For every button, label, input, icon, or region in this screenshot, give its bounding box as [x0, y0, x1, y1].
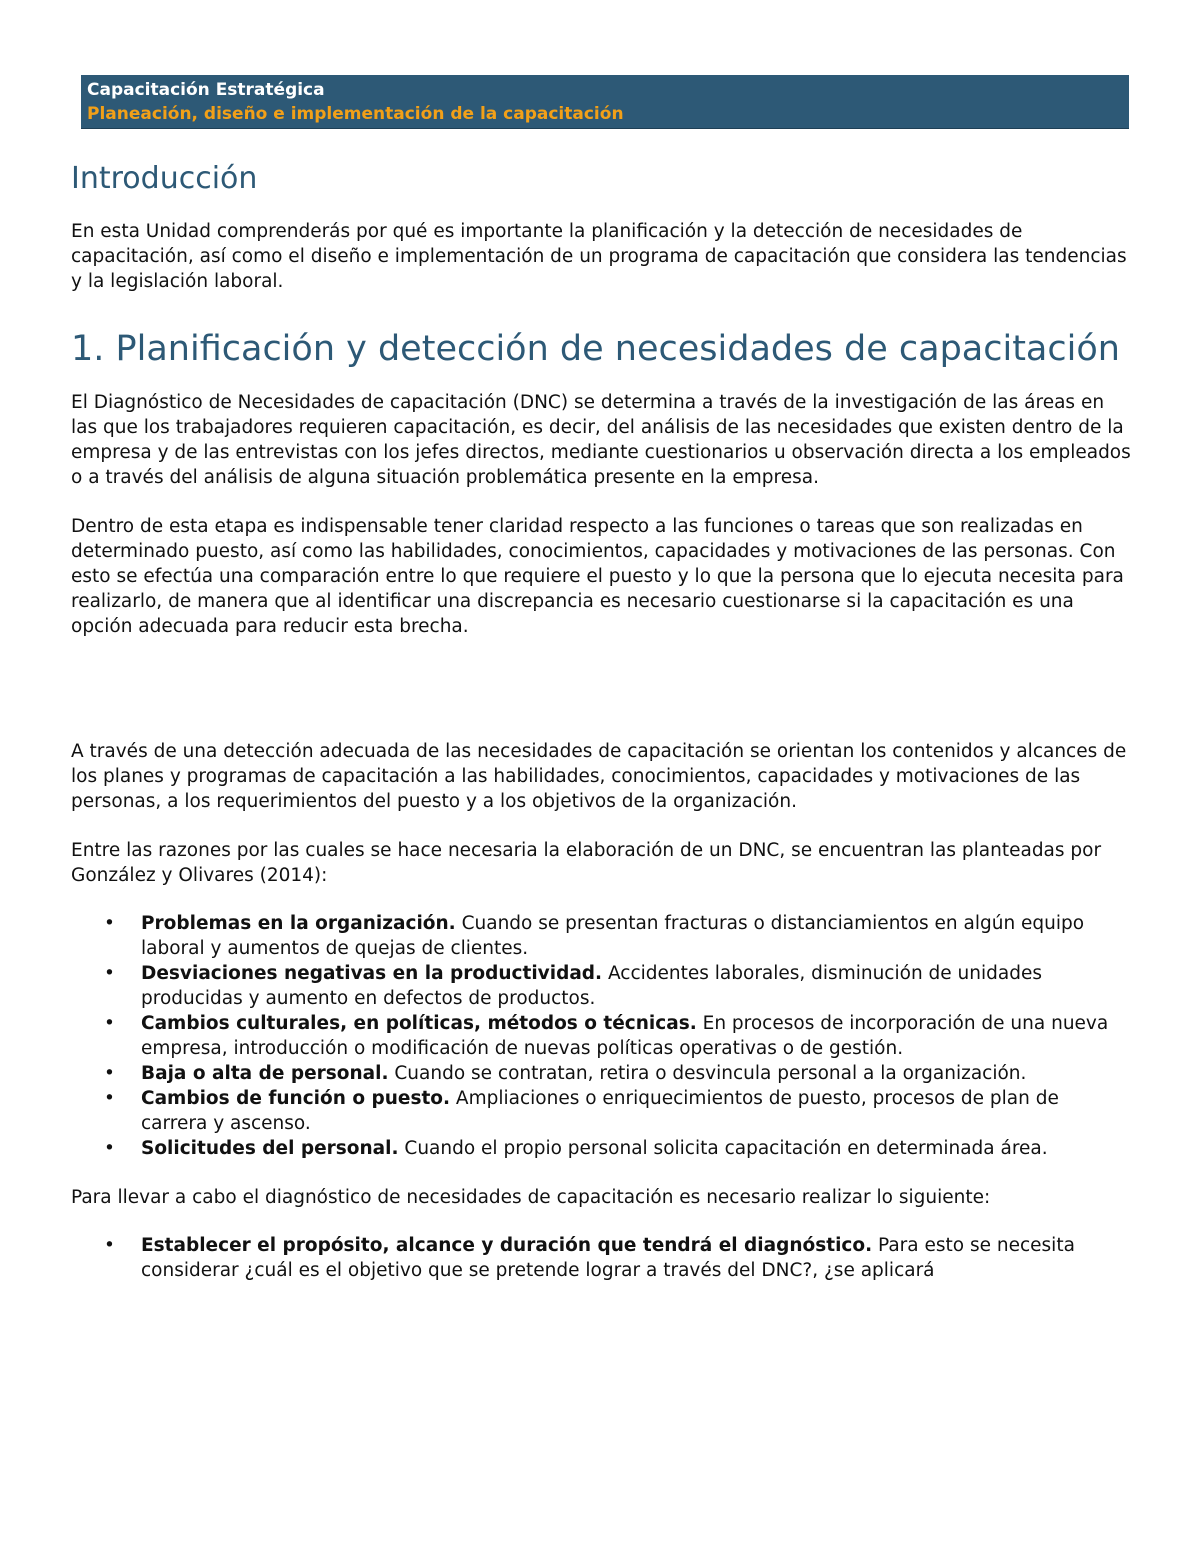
list-item [71, 1136, 1131, 1161]
list-item-text: Cuando el propio personal solicita capacitación en determinada área. [398, 1138, 1048, 1159]
list-item-title: Cambios de función o puesto. [141, 1088, 451, 1109]
bullet-icon: • [104, 1088, 115, 1109]
bullet-icon: • [104, 1235, 115, 1256]
section-paragraph: Dentro de esta etapa es indispensable tener claridad respecto a las funciones o tareas que son realizadas en determinado puesto, así como las habilidades, conocimientos, capacidades y motivaciones de las personas. Con esto se efectúa una comparación entre lo que requiere el puesto y lo que la persona que lo ejecuta necesita para realizarlo, de manera que al identificar una discrepancia es necesario cuestionarse si la capacitación es una opción adecuada para reducir esta brecha. [71, 516, 1124, 637]
header-banner [81, 75, 1129, 129]
section-paragraph: El Diagnóstico de Necesidades de capacitación (DNC) se determina a través de la investigación de las áreas en las que los trabajadores requieren capacitación, es decir, del análisis de las necesidades que existen dentro de la empresa y de las entrevistas con los jefes directos, mediante cuestionarios u observación directa a los empleados o a través del análisis de alguna situación problemática presente en la empresa. [71, 392, 1131, 488]
document-page [71, 75, 1131, 1283]
bullet-icon: • [104, 1063, 115, 1084]
list-item-title: Baja o alta de personal. [141, 1063, 389, 1084]
reasons-list [71, 911, 1131, 1161]
list-item-title: Cambios culturales, en políticas, métodos o técnicas. [141, 1013, 697, 1034]
list-item-text: Cuando se contratan, retira o desvincula personal a la organización. [388, 1063, 1027, 1084]
list-item [71, 961, 1131, 1011]
list-item [71, 1086, 1131, 1136]
unit-subtitle: Planeación, diseño e implementación de la capacitación [87, 104, 624, 124]
list-item-title: Establecer el propósito, alcance y duración que tendrá el diagnóstico. [141, 1235, 873, 1256]
list-item-text: Ampliaciones o enriquecimientos de puesto, procesos de plan de carrera y ascenso. [141, 1088, 1059, 1134]
bullet-icon: • [104, 963, 115, 984]
list-item [71, 1011, 1131, 1061]
list-item-text: Accidentes laborales, disminución de unidades producidas y aumento en defectos de productos. [141, 963, 1042, 1009]
list-item-title: Desviaciones negativas en la productividad. [141, 963, 603, 984]
intro-heading: Introducción [71, 161, 258, 196]
list-item [71, 911, 1131, 961]
list-item-text: Cuando se presentan fracturas o distanciamientos en algún equipo laboral y aumentos de quejas de clientes. [141, 913, 1085, 959]
steps-intro-paragraph: Para llevar a cabo el diagnóstico de necesidades de capacitación es necesario realizar lo siguiente: [71, 1187, 991, 1208]
bullet-icon: • [104, 913, 115, 934]
bullet-icon: • [104, 1138, 115, 1159]
steps-list [71, 1233, 1131, 1283]
section-paragraph: Entre las razones por las cuales se hace necesaria la elaboración de un DNC, se encuentran las planteadas por González y Olivares (2014): [71, 840, 1102, 886]
intro-paragraph: En esta Unidad comprenderás por qué es importante la planificación y la detección de necesidades de capacitación, así como el diseño e implementación de un programa de capacitación que considera las tendencias y la legislación laboral. [71, 221, 1127, 292]
section-heading: 1. Planificación y detección de necesidades de capacitación [71, 329, 1120, 369]
course-title: Capacitación Estratégica [87, 80, 325, 100]
list-item [71, 1233, 1131, 1283]
section-paragraph: A través de una detección adecuada de las necesidades de capacitación se orientan los contenidos y alcances de los planes y programas de capacitación a las habilidades, conocimientos, capacidades y motivaciones de las personas, a los requerimientos del puesto y a los objetivos de la organización. [71, 741, 1127, 812]
list-item-title: Solicitudes del personal. [141, 1138, 399, 1159]
bullet-icon: • [104, 1013, 115, 1034]
list-item-text: En procesos de incorporación de una nueva empresa, introducción o modificación de nuevas políticas operativas o de gestión. [141, 1013, 1109, 1059]
list-item-title: Problemas en la organización. [141, 913, 456, 934]
list-item-text: Para esto se necesita considerar ¿cuál es el objetivo que se pretende lograr a través del DNC?, ¿se aplicará [141, 1235, 1075, 1281]
list-item [71, 1061, 1131, 1086]
